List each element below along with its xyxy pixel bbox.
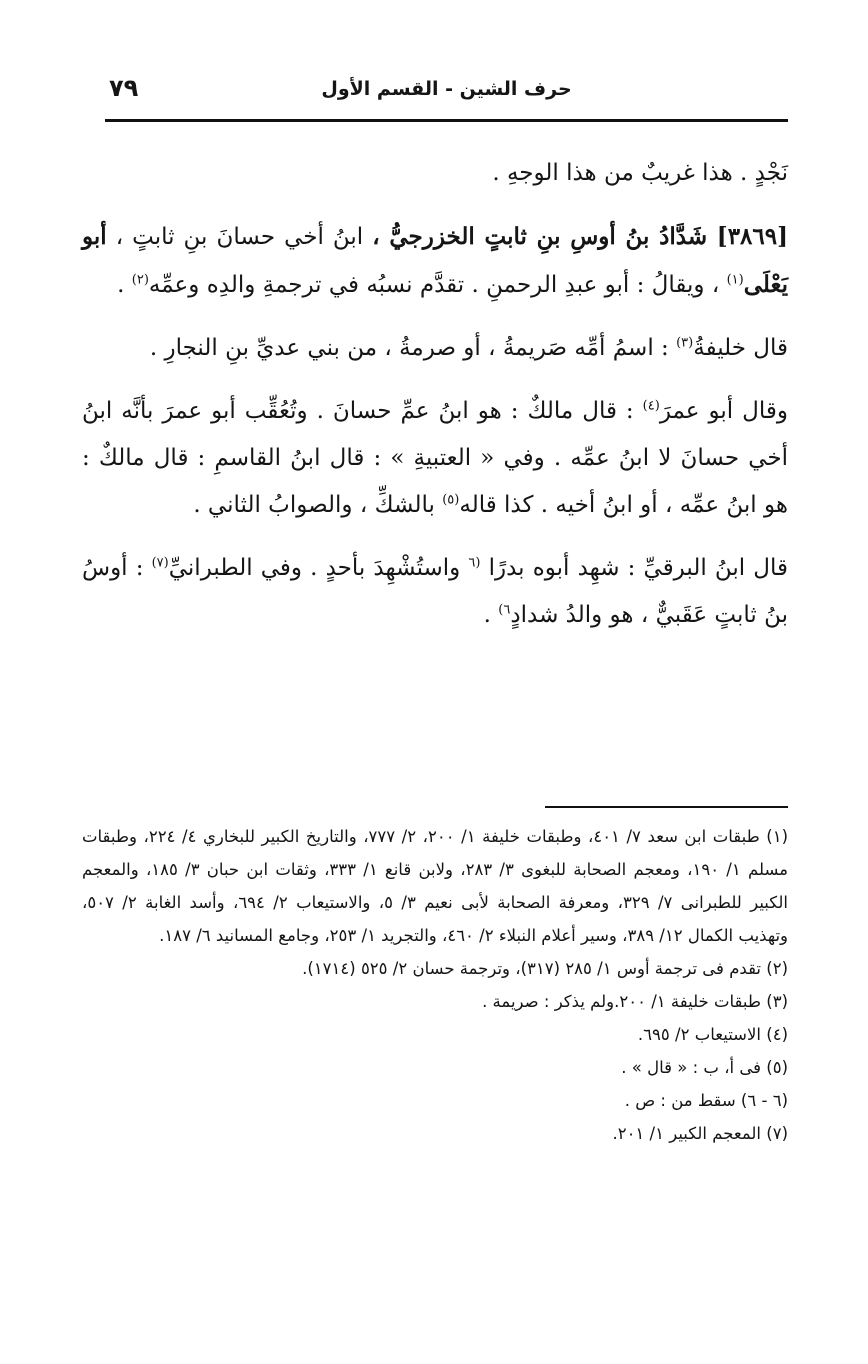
page-header xyxy=(105,74,788,114)
footnote-1: (١) طبقات ابن سعد ٧/ ٤٠١، وطبقات خليفة ١/ ٢٠٠، ٢/ ٧٧٧، والتاريخ الكبير للبخاري ٤/ ٢٢٤، وطبقات مسلم ١/ ١٩٠، ومعجم الصحابة للبغوى ٣/ ٢٨٣، ولابن قانع ١/ ٣٣٣، وثقات ابن حبان ٣/ ١٨٥، والمعجم الكبير للطبرانى ٧/ ٣٢٩، ومعرفة الصحابة لأبى نعيم ٣/ ٥، والاستيعاب ٢/ ٦٩٤، وأسد الغابة ٢/ ٥٠٧، وتهذيب الكمال ١٢/ ٣٨٩، وسير أعلام النبلاء ٢/ ٤٦٠، والتجريد ١/ ٢٥٣، وجامع المسانيد ٦/ ١٨٧. xyxy=(82,827,789,945)
p5-text-c: : أوسُ بنُ ثابتٍ عَقَبيٌّ ، هو والدُ شدادٍ xyxy=(82,555,788,628)
header-rule xyxy=(105,119,788,122)
footnote-ref-3[interactable]: (٣) xyxy=(676,335,694,351)
p3-text-b: : اسمُ أمِّه صَريمةُ ، أو صرمةُ ، من بني عديِّ بنِ النجارِ . xyxy=(149,335,677,361)
footnote-2: (٢) تقدم فى ترجمة أوس ١/ ٢٨٥ (٣١٧)، وترجمة حسان ٢/ ٥٢٥ (١٧١٤). xyxy=(302,959,788,978)
footnote-ref-6-start[interactable]: (٦ xyxy=(468,555,481,571)
footnote-5: (٥) فى أ، ب : « قال » . xyxy=(621,1058,788,1077)
paragraph-3 xyxy=(82,325,788,372)
entry-text-b: ، ويقالُ : أبو عبدِ الرحمنِ . تقدَّم نسبُه في ترجمةِ والدِه وعمِّه xyxy=(148,272,727,298)
footnote-ref-2[interactable]: (٢) xyxy=(131,272,149,288)
footnote-4: (٤) الاستيعاب ٢/ ٦٩٥. xyxy=(637,1025,788,1044)
footnote-ref-5[interactable]: (٥) xyxy=(442,492,460,508)
paragraph-4 xyxy=(82,388,788,529)
p5-text-b: واستُشْهِدَ بأحدٍ . وفي الطبرانيِّ xyxy=(168,555,469,581)
paragraph-5 xyxy=(82,545,788,639)
entry-text-c: . xyxy=(117,272,132,298)
footnote-separator xyxy=(545,806,788,808)
p5-text-d: . xyxy=(483,602,499,628)
footnotes xyxy=(82,820,788,1150)
footnote-3: (٣) طبقات خليفة ١/ ٢٠٠.ولم يذكر : صريمة . xyxy=(482,992,788,1011)
p4-text-a: وقال أبو عمرَ xyxy=(659,398,788,424)
footnote-ref-6-end[interactable]: ٦) xyxy=(498,602,511,618)
running-head: حرف الشين - القسم الأول xyxy=(321,78,572,100)
entry-paragraph xyxy=(82,213,788,309)
main-text xyxy=(82,150,788,655)
entry-kunya: أبو يَعْلَى xyxy=(82,223,788,298)
footnote-ref-7[interactable]: (٧) xyxy=(151,555,169,571)
entry-heading: [٣٨٦٩] شَدَّادُ بنُ أوسِ بنِ ثابتٍ الخزرجيُّ ، xyxy=(372,223,788,250)
footnote-6: (٦ - ٦) سقط من : ص . xyxy=(624,1091,788,1110)
p3-text-a: قال خليفةُ xyxy=(693,335,788,361)
p4-text-c: بالشكِّ ، والصوابُ الثاني . xyxy=(193,492,443,518)
page-number: ٧٩ xyxy=(109,74,139,102)
footnote-ref-4[interactable]: (٤) xyxy=(642,398,660,414)
entry-text-a: ابنُ أخي حسانَ بنِ ثابتٍ ، xyxy=(106,224,373,250)
p5-text-a: قال ابنُ البرقيِّ : شهِد أبوه بدرًا xyxy=(480,555,788,581)
footnote-7: (٧) المعجم الكبير ١/ ٢٠١. xyxy=(612,1124,788,1143)
footnote-ref-1[interactable]: (١) xyxy=(726,272,744,288)
paragraph-1: نَجْدٍ . هذا غريبٌ من هذا الوجهِ . xyxy=(492,160,788,186)
p4-text-b: : قال مالكٌ : هو ابنُ عمِّ حسانَ . وتُعُقِّب أبو عمرَ بأنَّه ابنُ أخي حسانَ لا ابنُ عمِّه . وفي « العتبيةِ » : قال ابنُ القاسمِ : قال مالكٌ : هو ابنُ عمِّه ، أو ابنُ أخيه . كذا قاله xyxy=(82,398,788,518)
